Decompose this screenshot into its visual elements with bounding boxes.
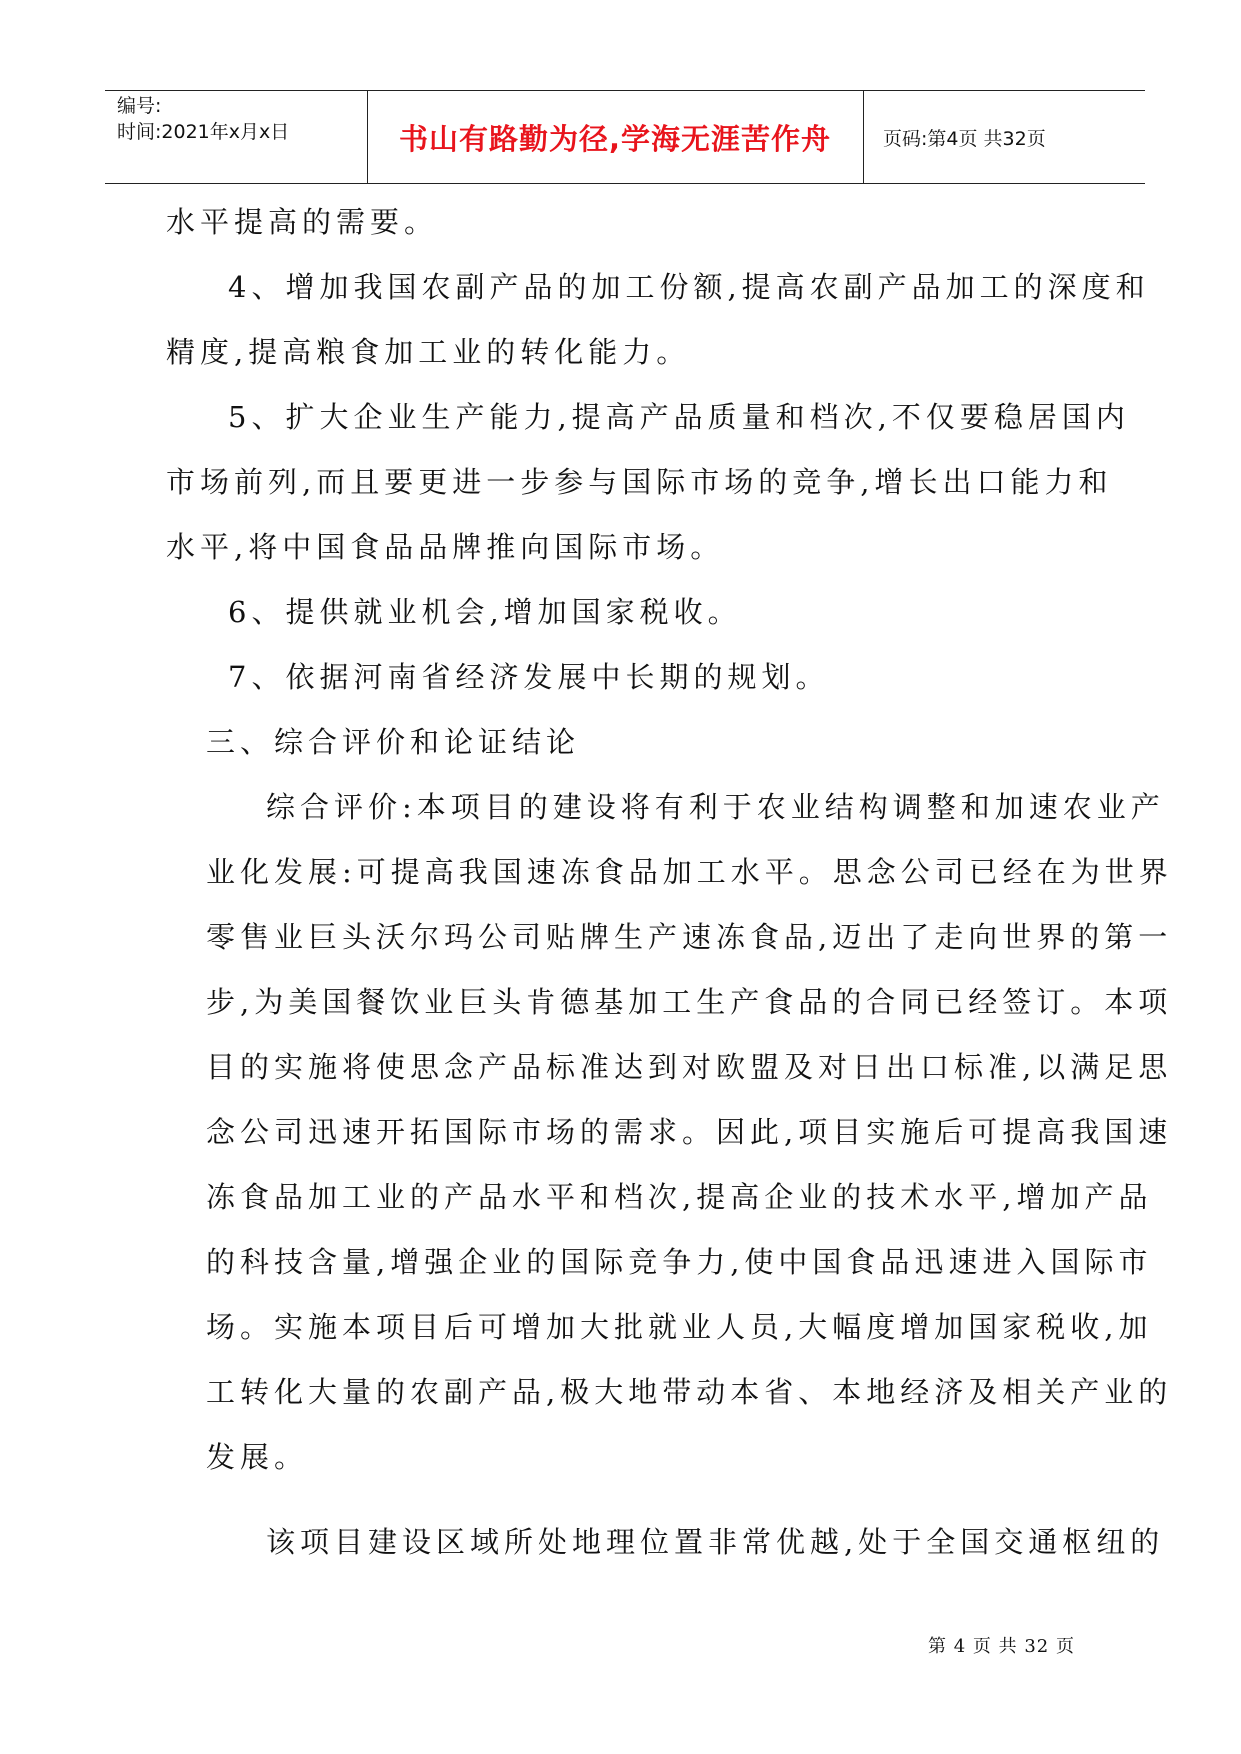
text-line: 步,为美国餐饮业巨头肯德基加工生产食品的合同已经签订。本项	[206, 985, 1173, 1019]
text-line: 水平提高的需要。	[166, 205, 439, 239]
time-label: 时间:2021年x月x日	[117, 121, 290, 143]
header-meta	[117, 91, 367, 183]
number-label: 编号:	[117, 95, 162, 117]
page-footer: 第 4 页 共 32 页	[928, 1636, 1075, 1657]
header-divider	[863, 91, 864, 183]
text-line: 5、扩大企业生产能力,提高产品质量和档次,不仅要稳居国内	[228, 400, 1130, 434]
text-line: 该项目建设区域所处地理位置非常优越,处于全国交通枢纽的	[266, 1525, 1165, 1559]
text-line: 目的实施将使思念产品标准达到对欧盟及对日出口标准,以满足思	[206, 1050, 1173, 1084]
page-header	[105, 90, 1145, 184]
text-line: 念公司迅速开拓国际市场的需求。因此,项目实施后可提高我国速	[206, 1115, 1173, 1149]
text-line: 6、提供就业机会,增加国家税收。	[228, 595, 742, 629]
header-motto: 书山有路勤为径,学海无涯苦作舟	[398, 121, 832, 156]
section-heading: 三、综合评价和论证结论	[206, 725, 581, 759]
text-line: 综合评价:本项目的建设将有利于农业结构调整和加速农业产	[266, 790, 1165, 824]
text-line: 4、增加我国农副产品的加工份额,提高农副产品加工的深度和	[228, 270, 1150, 304]
text-line: 精度,提高粮食加工业的转化能力。	[166, 335, 691, 369]
header-page-label: 页码:第4页 共32页	[883, 127, 1046, 150]
text-line: 的科技含量,增强企业的国际竞争力,使中国食品迅速进入国际市	[206, 1245, 1153, 1279]
text-line: 零售业巨头沃尔玛公司贴牌生产速冻食品,迈出了走向世界的第一	[206, 920, 1173, 954]
text-line: 业化发展:可提高我国速冻食品加工水平。思念公司已经在为世界	[206, 855, 1173, 889]
header-divider	[367, 91, 368, 183]
text-line: 场。实施本项目后可增加大批就业人员,大幅度增加国家税收,加	[206, 1310, 1153, 1344]
text-line: 工转化大量的农副产品,极大地带动本省、本地经济及相关产业的	[206, 1375, 1173, 1409]
text-line: 水平,将中国食品品牌推向国际市场。	[166, 530, 725, 564]
text-line: 市场前列,而且要更进一步参与国际市场的竞争,增长出口能力和	[166, 465, 1113, 499]
text-line: 冻食品加工业的产品水平和档次,提高企业的技术水平,增加产品	[206, 1180, 1153, 1214]
text-line: 发展。	[206, 1440, 309, 1474]
text-line: 7、依据河南省经济发展中长期的规划。	[228, 660, 830, 694]
